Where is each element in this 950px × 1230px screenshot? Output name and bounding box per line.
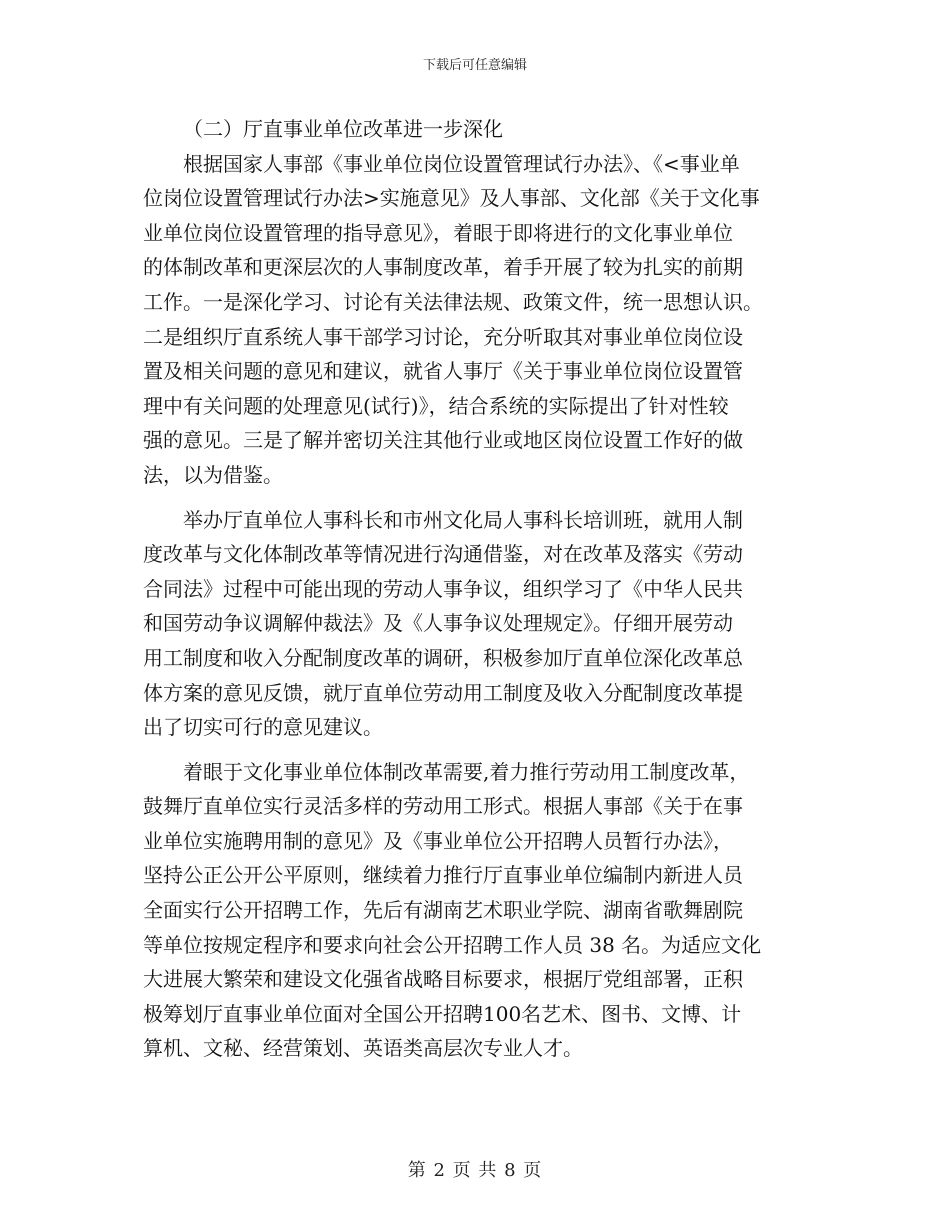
paragraph-line: 业单位岗位设置管理的指导意见》，着眼于即将进行的文化事业单位 xyxy=(143,220,733,245)
section-heading: （二）厅直事业单位改革进一步深化 xyxy=(183,117,503,141)
paragraph-line: 鼓舞厅直单位实行灵活多样的劳动用工形式。根据人事部《关于在事 xyxy=(143,794,743,819)
paragraph-line: 坚持公正公开公平原则，继续着力推行厅直事业单位编制内新进人员 xyxy=(143,863,743,888)
paragraph-gap xyxy=(143,493,808,503)
paragraph-line: 着眼于文化事业单位体制改革需要,着力推行劳动用工制度改革， xyxy=(143,759,750,784)
paragraph-2 xyxy=(143,503,808,745)
paragraph-3 xyxy=(143,755,808,1066)
paragraph-line: 和国劳动争议调解仲裁法》及《人事争议处理规定》。仔细开展劳动 xyxy=(143,611,733,636)
paragraph-line: 二是组织厅直系统人事干部学习讨论，充分听取其对事业单位岗位设 xyxy=(143,324,743,349)
paragraph-line: 置及相关问题的意见和建议，就省人事厅《关于事业单位岗位设置管 xyxy=(143,359,743,384)
paragraph-line: 强的意见。三是了解并密切关注其他行业或地区岗位设置工作好的做 xyxy=(143,428,743,453)
paragraph-line: 举办厅直单位人事科长和市州文化局人事科长培训班，就用人制 xyxy=(143,507,743,532)
paragraph-line: 算机、文秘、经营策划、英语类高层次专业人才。 xyxy=(143,1036,583,1061)
page-header: 下载后可任意编辑 xyxy=(422,58,527,73)
paragraph-line: 工作。一是深化学习、讨论有关法律法规、政策文件，统一思想认识。 xyxy=(143,289,763,314)
paragraph-line: 法，以为借鉴。 xyxy=(143,462,283,487)
paragraph-line: 根据国家人事部《事业单位岗位设置管理试行办法》、《<事业单 xyxy=(143,151,740,176)
paragraph-line: 业单位实施聘用制的意见》及《事业单位公开招聘人员暂行办法》， xyxy=(143,828,733,853)
paragraph-line: 极筹划厅直事业单位面对全国公开招聘100名艺术、图书、文博、计 xyxy=(143,1001,742,1026)
paragraph-line: 合同法》过程中可能出现的劳动人事争议，组织学习了《中华人民共 xyxy=(143,576,743,601)
paragraph-line: 等单位按规定程序和要求向社会公开招聘工作人员 38 名。为适应文化 xyxy=(143,932,762,957)
page-number: 第 2 页 共 8 页 xyxy=(407,1160,543,1181)
paragraph-line: 体方案的意见反馈，就厅直单位劳动用工制度及收入分配制度改革提 xyxy=(143,680,743,705)
paragraph-line: 用工制度和收入分配制度改革的调研，积极参加厅直单位深化改革总 xyxy=(143,645,743,670)
paragraph-line: 位岗位设置管理试行办法>实施意见》及人事部、文化部《关于文化事 xyxy=(143,186,760,211)
paragraph-line: 的体制改革和更深层次的人事制度改革，着手开展了较为扎实的前期 xyxy=(143,255,743,280)
paragraph-line: 理中有关问题的处理意见(试行)》，结合系统的实际提出了针对性较 xyxy=(143,393,729,418)
paragraph-line: 大进展大繁荣和建设文化强省战略目标要求，根据厅党组部署，正积 xyxy=(143,967,743,992)
document-body xyxy=(143,112,808,1066)
paragraph-line: 度改革与文化体制改革等情况进行沟通借鉴，对在改革及落实《劳动 xyxy=(143,542,743,567)
paragraph-gap xyxy=(143,745,808,755)
paragraph-1 xyxy=(143,147,808,493)
paragraph-line: 全面实行公开招聘工作，先后有湖南艺术职业学院、湖南省歌舞剧院 xyxy=(143,898,743,923)
paragraph-line: 出了切实可行的意见建议。 xyxy=(143,715,383,740)
